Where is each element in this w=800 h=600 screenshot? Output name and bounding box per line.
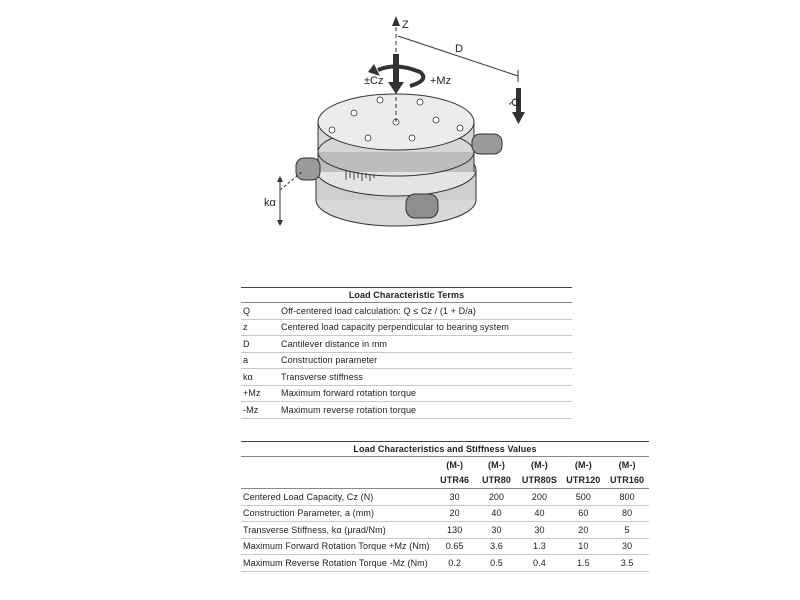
z-axis-label: Z	[402, 19, 409, 31]
parameter-value: 1.5	[562, 555, 606, 572]
parameter-value: 3.6	[476, 538, 518, 555]
parameter-value: 3.5	[605, 555, 649, 572]
model-prefix: (M-)	[531, 459, 548, 470]
table-row	[241, 489, 649, 506]
parameter-value: 5	[605, 522, 649, 539]
model-prefix: (M-)	[446, 459, 464, 470]
model-name: UTR80S	[517, 473, 561, 489]
rotation-stage-diagram	[250, 10, 550, 260]
table-row	[241, 538, 649, 555]
term-description: Off-centered load calculation: Q ≤ Cz / (1 + D/a)	[279, 303, 572, 320]
parameter-value: 0.2	[434, 555, 476, 572]
model-prefix: (M-)	[618, 459, 636, 470]
table-row	[241, 352, 572, 369]
term-description: Construction parameter	[279, 352, 572, 369]
model-name: UTR46	[434, 473, 476, 489]
term-description: Maximum forward rotation torque	[279, 385, 572, 402]
values-table-title: Load Characteristics and Stiffness Values	[241, 442, 649, 457]
parameter-name: Transverse Stiffness, kα (µrad/Nm)	[241, 522, 434, 539]
model-prefix: (M-)	[574, 459, 592, 470]
term-symbol: D	[241, 336, 279, 353]
term-description: Cantilever distance in mm	[279, 336, 572, 353]
parameter-value: 0.5	[476, 555, 518, 572]
table-row	[241, 522, 649, 539]
table-row	[241, 369, 572, 386]
parameter-value: 40	[517, 505, 561, 522]
term-symbol: z	[241, 319, 279, 336]
model-prefix: (M-)	[488, 459, 505, 470]
parameter-value: 1.3	[517, 538, 561, 555]
parameter-value: 30	[434, 489, 476, 506]
table-row	[241, 385, 572, 402]
table-row	[241, 555, 649, 572]
parameter-value: 200	[517, 489, 561, 506]
model-prefix-row	[241, 457, 649, 473]
parameter-value: 60	[562, 505, 606, 522]
parameter-value: 80	[605, 505, 649, 522]
model-name: UTR160	[605, 473, 649, 489]
table-row	[241, 336, 572, 353]
parameter-name: Maximum Forward Rotation Torque +Mz (Nm)	[241, 538, 434, 555]
parameter-value: 0.65	[434, 538, 476, 555]
parameter-name: Maximum Reverse Rotation Torque -Mz (Nm)	[241, 555, 434, 572]
parameter-value: 30	[476, 522, 518, 539]
parameter-value: 40	[476, 505, 518, 522]
term-description: Centered load capacity perpendicular to bearing system	[279, 319, 572, 336]
term-symbol: Q	[241, 303, 279, 320]
term-symbol: a	[241, 352, 279, 369]
parameter-value: 130	[434, 522, 476, 539]
k-alpha-label: kα	[264, 197, 276, 209]
term-symbol: kα	[241, 369, 279, 386]
terms-table-title: Load Characteristic Terms	[241, 288, 572, 303]
term-symbol: +Mz	[241, 385, 279, 402]
d-dimension-label: D	[455, 43, 463, 55]
stage-drawing	[250, 10, 550, 260]
load-terms-table	[241, 287, 572, 419]
term-description: Maximum reverse rotation torque	[279, 402, 572, 419]
term-symbol: -Mz	[241, 402, 279, 419]
model-name-row	[241, 473, 649, 489]
table-row	[241, 402, 572, 419]
parameter-value: 10	[562, 538, 606, 555]
parameter-value: 30	[517, 522, 561, 539]
term-description: Transverse stiffness	[279, 369, 572, 386]
parameter-value: 30	[605, 538, 649, 555]
table-row	[241, 303, 572, 320]
cz-label: ±Cz	[364, 75, 384, 87]
table-row	[241, 505, 649, 522]
parameter-value: 0.4	[517, 555, 561, 572]
parameter-value: 20	[434, 505, 476, 522]
stiffness-values-table	[241, 441, 649, 572]
table-row	[241, 319, 572, 336]
model-name: UTR120	[562, 473, 606, 489]
mz-label: +Mz	[430, 75, 452, 87]
model-name: UTR80	[476, 473, 518, 489]
q-load-label: Q	[509, 98, 521, 107]
parameter-value: 20	[562, 522, 606, 539]
parameter-name: Construction Parameter, a (mm)	[241, 505, 434, 522]
parameter-value: 200	[476, 489, 518, 506]
parameter-name: Centered Load Capacity, Cz (N)	[241, 489, 434, 506]
parameter-value: 800	[605, 489, 649, 506]
parameter-value: 500	[562, 489, 606, 506]
